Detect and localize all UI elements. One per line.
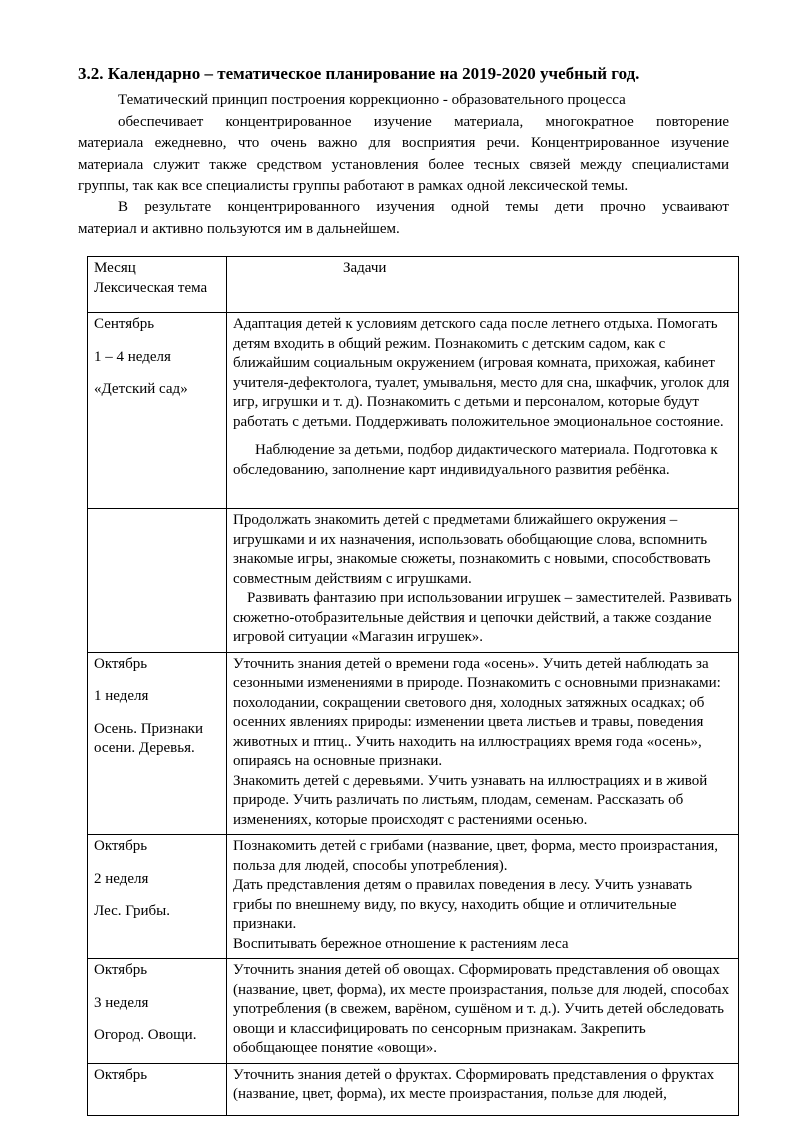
intro-line: материал и активно пользуются им в дальнейшем. — [78, 220, 400, 237]
theme-label: Осень. Признаки осени. Деревья. — [94, 720, 203, 756]
table-row — [88, 1063, 739, 1115]
task-paragraph: Продолжать знакомить детей с предметами ближайшего окружения – игрушками и их назначения, использовать обобщающие слова, вспомнить знакомые игры, знакомые сюжеты, познакомить с новыми, способствовать совместным действиям с игрушками. — [233, 512, 711, 587]
task-paragraph: Уточнить знания детей об овощах. Сформировать представления об овощах (название, цвет, форма), их месте произрастания, пользе для людей, способах употребления (в свежем, варёном, сушёном и т. д.). Учить детей обследовать овощи и классифицировать по сенсорным признакам. Закрепить обобщающее понятие «овощи». — [233, 962, 730, 1056]
week-label: 3 неделя — [94, 994, 149, 1011]
table-row — [88, 509, 739, 653]
intro-line: В результате концентрированного изучения одной темы дети прочно усваивают — [118, 199, 729, 215]
task-paragraph: Уточнить знания детей о фруктах. Сформировать представления о фруктах (название, цвет, форма), их месте произрастания, пользе для людей, — [233, 1066, 715, 1102]
task-paragraph: Адаптация детей к условиям детского сада после летнего отдыха. Помогать детям входить в общий режим. Познакомить с детским садом, как с ближайшим социальным окружением (игровая комната, прихожая, кабинет учителя-дефектолога, туалет, умывальня, место для сна, шкафчик, уголок для игр, игрушки и т. д). Познакомить с детьми и персоналом, которые будут работать с детьми. Поддерживать положительное эмоциональное состояние. — [233, 316, 730, 430]
header-tasks — [227, 257, 739, 313]
month-name: Октябрь — [94, 838, 148, 854]
section-heading: 3.2. Календарно – тематическое планирование на 2019-2020 учебный год. — [78, 64, 640, 83]
tasks-cell — [227, 652, 739, 835]
table-row — [88, 959, 739, 1064]
week-label: 2 неделя — [94, 870, 149, 887]
intro-line: Тематический принцип построения коррекционно - образовательного процесса — [118, 92, 626, 108]
tasks-cell — [227, 509, 739, 653]
intro-paragraph-2 — [78, 197, 729, 240]
intro-line: материала служит также средством установления более тесных связей между специалистами — [78, 156, 729, 173]
table-row — [88, 313, 739, 509]
month-cell — [88, 959, 227, 1064]
header-month-label: Месяц — [94, 260, 136, 276]
task-paragraph: Познакомить детей с грибами (название, цвет, форма, место произрастания, польза для людей, способы употребления). — [233, 838, 718, 874]
month-name: Октябрь — [94, 655, 148, 672]
theme-label: «Детский сад» — [94, 381, 188, 397]
table-row — [88, 835, 739, 959]
week-label: 1 – 4 неделя — [94, 348, 171, 365]
month-name: Сентябрь — [94, 316, 155, 332]
task-paragraph: Уточнить знания детей о времени года «осень». Учить детей наблюдать за сезонными изменениями в природе. Познакомить с основными признаками: похолодании, сокращении светового дня, холодных затяжных осадках; об осенних явлениях природы: изменении цвета листьев и травы, поведения животных и птиц.. Учить находить на иллюстрациях время года «осень», опираясь на основные признаки. — [233, 655, 721, 769]
theme-label: Огород. Овощи. — [94, 1027, 197, 1043]
week-label: 1 неделя — [94, 688, 149, 704]
task-paragraph: Знакомить детей с деревьями. Учить узнавать на иллюстрациях и в живой природе. Учить различать по листьям, плодам, семенам. Рассказать об изменениях, которые происходят с растениями осенью. — [233, 772, 708, 828]
month-name: Октябрь — [94, 1066, 148, 1083]
tasks-cell — [227, 959, 739, 1064]
header-tasks-label: Задачи — [343, 260, 387, 276]
month-name: Октябрь — [94, 962, 148, 978]
header-theme-label: Лексическая тема — [94, 279, 208, 296]
month-cell — [88, 1063, 227, 1115]
intro-line: материала ежедневно, что очень важно для восприятия речи. Концентрированное изучение — [78, 135, 729, 151]
tasks-cell — [227, 1063, 739, 1115]
task-paragraph: Дать представления детям о правилах поведения в лесу. Учить узнавать грибы по внешнему виду, по вкусу, находить общие и отличительные признаки. — [233, 877, 693, 932]
intro-line: группы, так как все специалисты группы работают в рамках одной лексической темы. — [78, 178, 629, 194]
task-paragraph: Наблюдение за детьми, подбор дидактического материала. Подготовка к обследованию, заполнение карт индивидуального развития ребёнка. — [233, 442, 718, 478]
month-cell — [88, 835, 227, 959]
month-cell — [88, 652, 227, 835]
header-month-theme — [88, 257, 227, 313]
planning-table — [87, 256, 739, 1116]
table-row — [88, 652, 739, 835]
table-header-row — [88, 257, 739, 313]
intro-paragraph-1 — [78, 90, 729, 198]
task-paragraph: Развивать фантазию при использовании игрушек – заместителей. Развивать сюжетно-отобразительные действия и цепочки действий, а также создание игровой ситуации «Магазин игрушек». — [233, 590, 732, 645]
task-paragraph: Воспитывать бережное отношение к растениям леса — [233, 935, 569, 952]
month-cell — [88, 313, 227, 509]
tasks-cell — [227, 835, 739, 959]
intro-line: обеспечивает концентрированное изучение материала, многократное повторение — [118, 113, 729, 130]
theme-label: Лес. Грибы. — [94, 903, 170, 919]
tasks-cell — [227, 313, 739, 509]
month-cell — [88, 509, 227, 653]
